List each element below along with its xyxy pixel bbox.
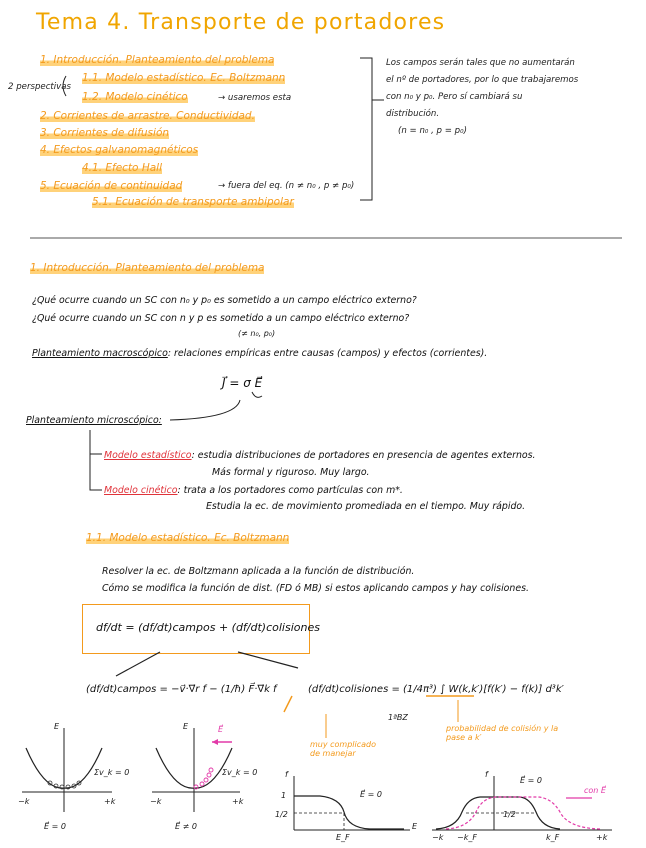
toc-item-4-1: 4.1. Efecto Hall — [82, 162, 162, 174]
g2-arrow-label: E⃗ — [218, 725, 224, 734]
g2-axis-neg: −k — [150, 797, 162, 806]
g1-axis-neg: −k — [18, 797, 30, 806]
estad-line-2: Más formal y riguroso. Muy largo. — [212, 467, 370, 478]
toc-bracket — [360, 58, 372, 200]
g4-half: 1/2 — [503, 810, 516, 819]
g2-electrons — [194, 768, 213, 789]
complicado-note: muy complicado de manejar — [310, 740, 377, 758]
cinet-label: Modelo cinético — [104, 485, 178, 496]
g3-fermi-curve — [294, 796, 404, 829]
toc-item-2: 2. Corrientes de arrastre. Conductividad. — [40, 110, 255, 122]
g2-sum: Σv_k = 0 — [222, 768, 258, 777]
estad-line: Modelo estadístico: estudia distribuciones de portadores en presencia de agentes externos. — [104, 450, 536, 461]
g2-axis-y: E — [183, 722, 189, 731]
usaremos-note: → usaremos esta — [218, 93, 292, 103]
ohm-law: J⃗ = σ E⃗ — [222, 376, 263, 390]
toc-item-4: 4. Efectos galvanomagnéticos — [40, 144, 199, 156]
page-title: Tema 4. Transporte de portadores — [36, 10, 446, 35]
fuera-eq-note: → fuera del eq. (n ≠ n₀ , p ≠ p₀) — [218, 181, 355, 191]
question-2: ¿Qué ocurre cuando un SC con n y p es sometido a un campo eléctrico externo? — [32, 313, 410, 324]
toc-item-3: 3. Corrientes de difusión — [40, 127, 170, 139]
g2-axis-pos: +k — [232, 797, 244, 806]
side-note-line: (n = n₀ , p = p₀) — [398, 126, 467, 136]
g1-axis-y: E — [54, 722, 60, 731]
equation-separator — [284, 696, 292, 712]
boltzmann-line-2: Cómo se modifica la función de dist. (FD ó MB) si estos aplicando campos y hay colisiones. — [102, 583, 529, 594]
g4-kf-pos: k_F — [546, 833, 560, 842]
g3-tick-half: 1/2 — [275, 810, 288, 819]
g3-field: E⃗ = 0 — [360, 790, 382, 799]
g3-tick-1: 1 — [281, 791, 287, 800]
macro-label: Planteamiento macroscópico — [32, 348, 168, 359]
g1-sum: Σv_k = 0 — [94, 768, 130, 777]
g2-field: E⃗ ≠ 0 — [175, 822, 197, 831]
side-note-line: Los campos serán tales que no aumentarán — [386, 58, 575, 68]
micro-tree-line — [90, 430, 102, 490]
micro-label: Planteamiento microscópico: — [26, 415, 162, 426]
toc-item-1-2: 1.2. Modelo cinético — [82, 91, 188, 103]
colisiones-equation: (df/dt)colisiones = (1/4π³) ∫ W(k,k′)[f(k′) − f(k)] d³k′ — [308, 684, 564, 695]
arrow-to-colisiones — [238, 652, 298, 668]
g4-con-label: con E⃗ — [584, 786, 606, 795]
toc-item-5-1: 5.1. Ecuación de transporte ambipolar — [92, 196, 294, 208]
question-2-note: (≠ n₀, p₀) — [238, 329, 276, 338]
boltzmann-equation: df/dt = (df/dt)campos + (df/dt)colisiones — [96, 621, 320, 634]
toc-item-1-1: 1.1. Modelo estadístico. Ec. Boltzmann — [82, 72, 286, 84]
g4-axis-pos: +k — [596, 833, 608, 842]
g4-axis-y: f — [485, 770, 488, 779]
g4-kf-neg: −k_F — [457, 833, 477, 842]
perspectivas-brace — [63, 76, 66, 96]
probabilidad-note: probabilidad de colisión y la pase a k′ — [446, 724, 559, 742]
sigma-underbrace — [252, 392, 262, 397]
g3-ef: E_F — [336, 833, 350, 842]
macro-line: Planteamiento macroscópico: relaciones empíricas entre causas (campos) y efectos (corrientes). — [32, 348, 488, 359]
g3-axis-y: f — [285, 770, 288, 779]
g4-axis-neg: −k — [432, 833, 444, 842]
micro-connector — [170, 400, 240, 420]
estad-label: Modelo estadístico — [104, 450, 192, 461]
g4-field: E⃗ = 0 — [520, 776, 542, 785]
cinet-line-2: Estudia la ec. de movimiento promediada en el tiempo. Muy rápido. — [206, 501, 526, 512]
side-note-line: distribución. — [386, 109, 440, 119]
g1-field: E⃗ = 0 — [44, 822, 66, 831]
perspectivas-label: 2 perspectivas — [8, 82, 72, 92]
section-heading: 1. Introducción. Planteamiento del problema — [30, 262, 265, 274]
g1-axis-pos: +k — [104, 797, 116, 806]
subsection-heading: 1.1. Modelo estadístico. Ec. Boltzmann — [86, 532, 290, 544]
cinet-line: Modelo cinético: trata a los portadores como partículas con m*. — [104, 485, 403, 496]
question-1: ¿Qué ocurre cuando un SC con n₀ y p₀ es sometido a un campo eléctrico externo? — [32, 295, 417, 306]
arrow-to-campos — [116, 652, 160, 676]
g3-axis-x: E — [412, 822, 418, 831]
g2-field-arrowhead — [212, 739, 218, 745]
toc-item-1: 1. Introducción. Planteamiento del problema — [40, 54, 275, 66]
side-note-line: el nº de portadores, por lo que trabajaremos — [386, 75, 579, 85]
bz-note: 1ªBZ — [388, 713, 408, 722]
boltzmann-line-1: Resolver la ec. de Boltzmann aplicada a la función de distribución. — [102, 566, 415, 577]
campos-equation: (df/dt)campos = −v⃗·∇⃗r f − (1/ħ) F⃗·∇⃗k f — [86, 684, 277, 695]
toc-item-5: 5. Ecuación de continuidad — [40, 180, 183, 192]
side-note-line: con n₀ y p₀. Pero sí cambiará su — [386, 92, 523, 102]
